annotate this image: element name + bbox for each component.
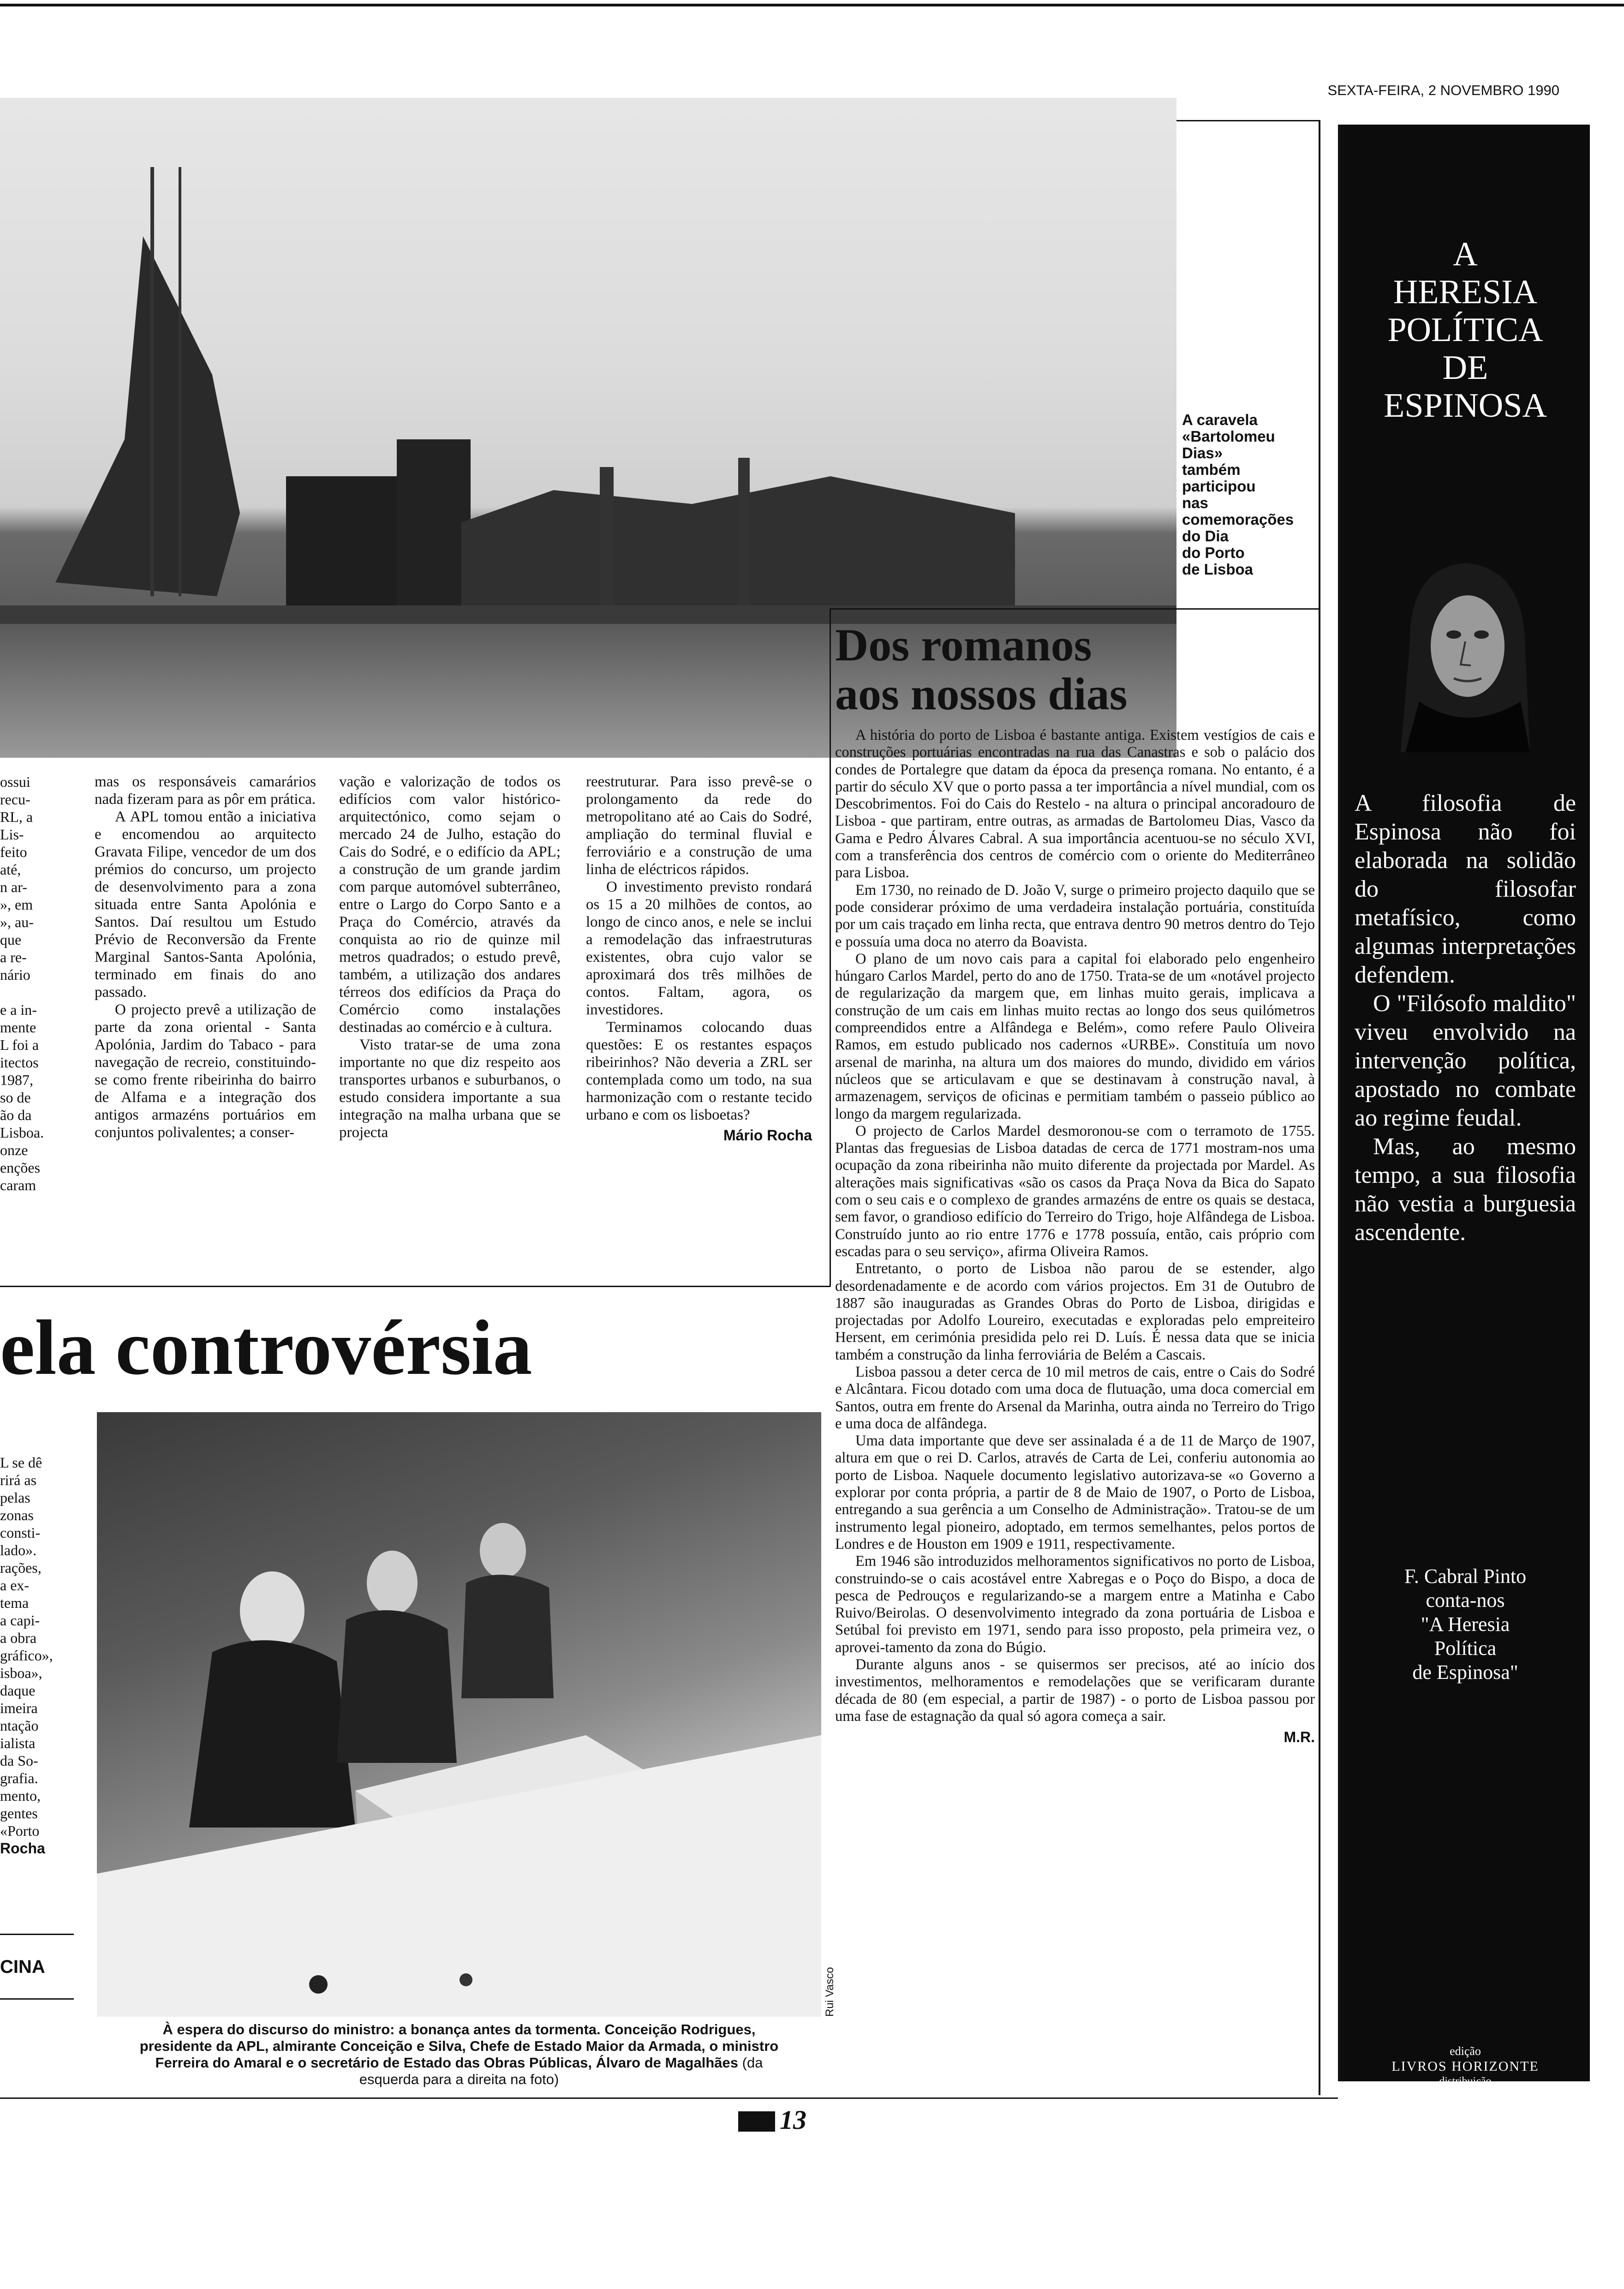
advert-book: F. Cabral Pinto conta-nos "A Heresia Política de Espinosa" [1404,1565,1527,1684]
frame-line-vertical-article [830,608,831,1287]
ministers-photo [97,1412,821,2017]
caravela-caption: A caravela «Bartolomeu Dias» também participou nas comemorações do Dia do Porto de Lisboa [1182,411,1294,578]
portrait-drawing [1391,549,1539,752]
article1-col3: reestruturar. Para isso prevê-se o prolongamento da rede do metropolitano até ao Cais do Sodré, ampliação do terminal fluvial e ferroviário e a construção de uma linha de eléctricos rápidos. O investimento previsto rondará os 15 a 20 milhões de contos, ao longo de cinco anos, e nele se inclui a remodelação das infraestruturas existentes, obra cujo valor se aproximará dos três milhões de contos. Faltam, agora, os investidores. Terminamos colocando duas questões: E os restantes espaços ribeirinhos? Não deveria a ZRL ser contemplada como um todo, na sua harmonização com o restante tecido urbano e com os lisboetas? Mário Rocha [586,773,812,1144]
top-rule [0,4,1624,6]
photo2-caption: À espera do discurso do ministro: a bonança antes da tormenta. Conceição Rodrigues, presidente da APL, almirante Conceição e Silva, Chefe de Estado Maior da Armada, o ministro Ferreira do Amaral e o secretário de Estado das Obras Públicas, Álvaro de Magalhães (da esquerda para a direita na foto) [139,2021,779,2087]
frame-line-right [1319,120,1320,2095]
article2-author: M.R. [1284,1729,1315,1746]
article2-body: A história do porto de Lisboa é bastante antiga. Existem vestígios de cais e construções portuárias encontradas na rua das Canastras e sob o palácio dos condes de Portalegre que datam da época da presença romana. No entanto, é a partir do século XV que o porto passa a ter importância a nível mundial, com os Descobrimentos. Foi do Cais do Restelo - na altura o principal ancoradouro de Lisboa - que partiram, entre outras, as armadas de Bartolomeu Dias, Vasco da Gama e Pedro Álvares Cabral. A sua importância acentuou-se no século XVI, com a transferência dos centros de comércio com o oriente do Mediterrâneo para Lisboa. Em 1730, no reinado de D. João V, surge o primeiro projecto daquilo que se pode considerar próximo de uma verdadeira instalação portuária, constituída por um cais traçado em linha recta, que entrava dentro 90 metros dentro do Tejo e possuía uma doca no aterro da Boavista. O plano de um novo cais para a capital foi elaborado pelo engenheiro húngaro Carlos Mardel, perto do ano de 1750. Trata-se de um «notável projecto de regularização da margem que, em linhas muito gerais, implicava a construção de um cais em linhas muito rectas ao longo dos seus quilómetros compreendidos entre a Alfândega e Belém», como refere Paulo Oliveira Ramos, em estudo publicado nos cadernos «URBE». Constituía um novo arsenal de marinha, na altura um dos maiores do mundo, dividido em vários núcleos que se articulavam e que se destinavam à construção naval, à armazenagem, serviços de oficinas e permitiam também o passeio público ao longo da margem regularizada. O projecto de Carlos Mardel desmoronou-se com o terramoto de 1755. Plantas das freguesias de Lisboa datadas de cerca de 1771 mostram-nos uma ocupação da zona ribeirinha não muito diferente da projectada por Mardel. As alterações mais significativas «são os casos da Praça Nova da Bica do Sapato com o seu cais e o complexo de grandes armazéns de entre os quais se destaca, sem favor, o grandioso edifício do Terreiro do Trigo, hoje Alfândega de Lisboa. Construído junto ao rio entre 1776 e 1778 possuía, então, cais próprio com escadas para o seu serviço», afirma Oliveira Ramos. Entretanto, o porto de Lisboa não parou de se estender, algo desordenadamente e de acordo com vários projectos. Em 31 de Outubro de 1887 são inauguradas as Grandes Obras do Porto de Lisboa, dirigidas e projectadas por Adolfo Loureiro, executadas e exploradas pelo empreiteiro Hersent, em cerimónia presidida pelo rei D. Luís. É nessa data que se inicia também a construção da linha ferroviária de Belém a Cascais. Lisboa passou a deter cerca de 10 mil metros de cais, entre o Cais do Sodré e Alcântara. Ficou dotado com uma doca de flutuação, uma doca comercial em Santos, outra em frente do Arsenal da Marinha, outra ainda no Terreiro do Trigo e uma doca de alfândega. Uma data importante que deve ser assinalada é a de 11 de Março de 1907, altura em que o rei D. Carlos, através de Carta de Lei, conferiu autonomia ao porto de Lisboa. Naquele documento legislativo autorizava-se «o Governo a explorar por conta própria, a partir de 8 de Maio de 1907, o Porto de Lisboa, entregando a sua gerência a um Conselho de Administração». Tratou-se de um instrumento legal pioneiro, adoptado, em termos semelhantes, pelos portos de Londres e de Houston em 1909 e 1911, respectivamente. Em 1946 são introduzidos melhoramentos significativos no porto de Lisboa, construindo-se o cais acostável entre Xabregas e o Poço do Bispo, a doca de pesca de Pedrouços e regularizando-se a margem entre a Matinha e Cabo Ruivo/Beirolas. O desenvolvimento integrado da zona portuária de Lisboa e Setúbal foi previsto em 1971, sendo para isso proposto, pela primeira vez, o aprovei-tamento da zona do Búgio. Durante alguns anos - se quisermos ser precisos, até ao início dos investimentos, melhoramentos e remodelações que se verificaram durante década de 80 (em especial, a partir de 1987) - o porto de Lisboa passou por uma fase de estagnação da qual só agora começa a sair. M.R. [835,727,1315,1746]
frame-line-top [1176,120,1320,121]
spinoza-portrait [1391,549,1539,752]
photo-scene [97,1412,821,2017]
article2-title: Dos romanos aos nossos dias [835,619,1128,719]
bottom-rule [0,2097,1338,2099]
left-box-word: CINA [0,1957,45,1977]
page-date: SEXTA-FEIRA, 2 NOVEMBRO 1990 [1327,82,1559,98]
article1-col2: vação e valorização de todos os edifícios com valor histórico-arquitectónico, como sejam o mercado 24 de Julho, estação do Cais do Sodré, e o edifício da APL; a construção de um grande jardim com parque automóvel subterrâneo, entre o Largo do Corpo Santo e a Praça do Comércio, através da conquista ao rio de quinze mil metros quadrados; o estudo prevê, também, a utilização dos andares térreos dos edifícios da Praça do Comércio como instalações destinadas ao comércio e à cultura. Visto tratar-se de uma zona importante no que diz respeito aos transportes urbanos e suburbanos, o estudo considera importante a sua integração na malha urbana que se projecta [339,773,561,1141]
headline-controversia: ela controvérsia [0,1304,532,1391]
frame-line-caption [830,608,1320,610]
left-fragments-bottom: L se dê rirá as pelas zonas consti- lado». rações, a ex- tema a capi- a obra gráfico», isboa», daque imeira ntação ialista da So- grafia. mento, gentes «Porto Rocha [0,1454,53,1857]
photo2-credit: Rui Vasco [824,1967,836,2017]
left-box-line [0,1934,74,1935]
advert-title: A HERESIA POLÍTICA DE ESPINOSA [1384,235,1547,425]
page-number: 13 [780,2105,806,2135]
article1-col1: mas os responsáveis camarários nada fizeram para as pôr em prática. A APL tomou então a iniciativa e encomendou ao arquitecto Gravata Filipe, vencedor de um dos prémios do concurso, um projecto de desenvolvimento para a zona situada entre Santa Apolónia e Santos. Daí resultou um Estudo Prévio de Reconversão da Frente Marginal Santos-Santa Apolónia, terminado em finais do ano passado. O projecto prevê a utilização de parte da zona oriental - Santa Apolónia, Jardim do Tabaco - para navegação de recreio, constituindo-se como frente ribeirinha do bairro de Alfama e a integração dos antigos armazéns portuários em conjuntos polivalentes; a conser- [95,773,316,1141]
advert-publisher: edição LIVROS HORIZONTE distribuição DIGLIVRO/MOVILIVRO [1391,2044,1539,2103]
frame-line-mid [0,1286,830,1287]
left-fragments-top: ossui recu- RL, a Lis- feito até, n ar- », em », au- que a re- nário e a in- mente L foi a itectos 1987, so de ão da Lisboa. onze enções caram [0,773,44,1193]
book-advert [1338,125,1590,2103]
article1-author: Mário Rocha [723,1127,812,1144]
footer-logo [738,2111,775,2132]
advert-text: A filosofia de Espinosa não foi elaborada na solidão do filosofar metafísico, como algumas interpretações defendem. O "Filósofo maldito" viveu envolvido na intervenção política, apostado no combate ao regime feudal. Mas, ao mesmo tempo, a sua filosofia não vestia a burguesia ascendente. [1355,790,1576,1246]
left-box-line-bottom [0,1998,74,2000]
